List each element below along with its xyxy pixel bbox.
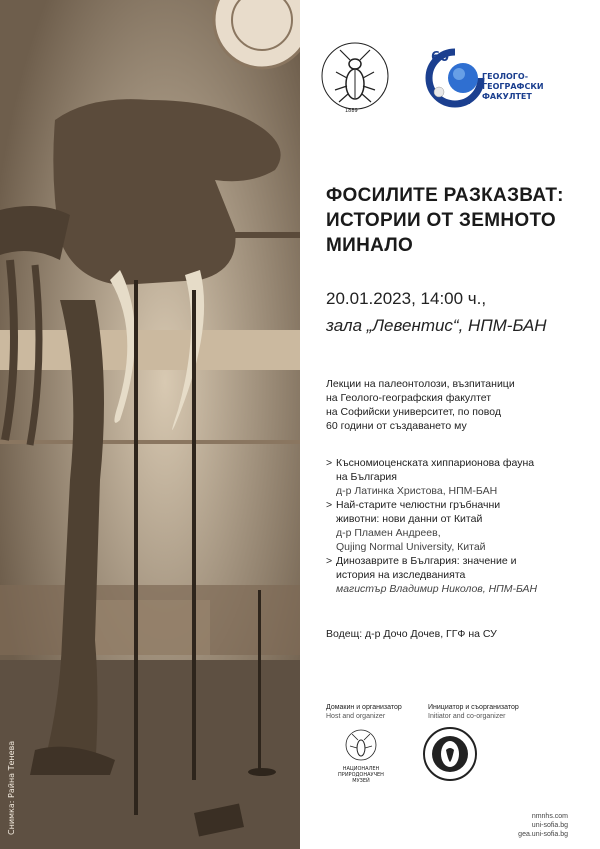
initiator-organizer: Инициатор и съорганизатор Initiator and co-organizer <box>428 704 519 720</box>
museum-beetle-logo <box>320 40 390 120</box>
event-venue: зала „Левентис“, НПМ-БАН <box>326 316 547 335</box>
list-item: > Най-старите челюстни гръбначни животни: нови данни от Китай д-р Пламен Андреев, Qujing Normal University, Китай <box>326 499 501 553</box>
link-nmnhs[interactable]: nmnhs.com <box>531 813 568 820</box>
host-organizer: Домакин и организатор Host and organizer <box>326 704 402 720</box>
lecture-list <box>326 456 586 596</box>
ggf-name: ГЕОЛОГО- ГЕОГРАФСКИ ФАКУЛТЕТ <box>482 72 544 101</box>
ggf-globe-logo <box>425 48 485 108</box>
museum-logo: НАЦИОНАЛЕН ПРИРОДОНАУЧЕН МУЗЕЙ <box>336 728 386 788</box>
link-gea[interactable]: gea.uni-sofia.bg <box>518 831 568 838</box>
sofia-university-seal-icon <box>420 724 480 784</box>
footer-links <box>518 812 568 839</box>
event-date: 20.01.2023, 14:00 ч., <box>326 289 487 308</box>
list-item: > Късномиоценската хиппарионова фауна на България д-р Латинка Христова, НПМ-БАН <box>326 457 535 497</box>
list-item: > Динозаврите в България: значение и история на изследванията магистър Владимир Николов, НПМ-БАН <box>326 555 538 595</box>
link-uni-sofia[interactable]: uni-sofia.bg <box>531 822 568 829</box>
event-intro: Лекции на палеонтолози, възпитаници на Геолого-географския факултет на Софийски университет, по повод 60 години от създаването му <box>326 378 515 432</box>
event-host: Водещ: д-р Дочо Дочев, ГГФ на СУ <box>326 628 497 640</box>
event-title: ФОСИЛИТЕ РАЗКАЗВАТ: ИСТОРИИ ОТ ЗЕМНОТО МИНАЛО <box>326 185 564 256</box>
partner-logos <box>320 40 580 120</box>
ggf-number: 60 <box>431 50 450 65</box>
photo-credit: Снимка: Райна Тенева <box>7 740 16 835</box>
ggf-years-label: години <box>450 100 471 106</box>
museum-year: 1889 <box>345 108 358 114</box>
